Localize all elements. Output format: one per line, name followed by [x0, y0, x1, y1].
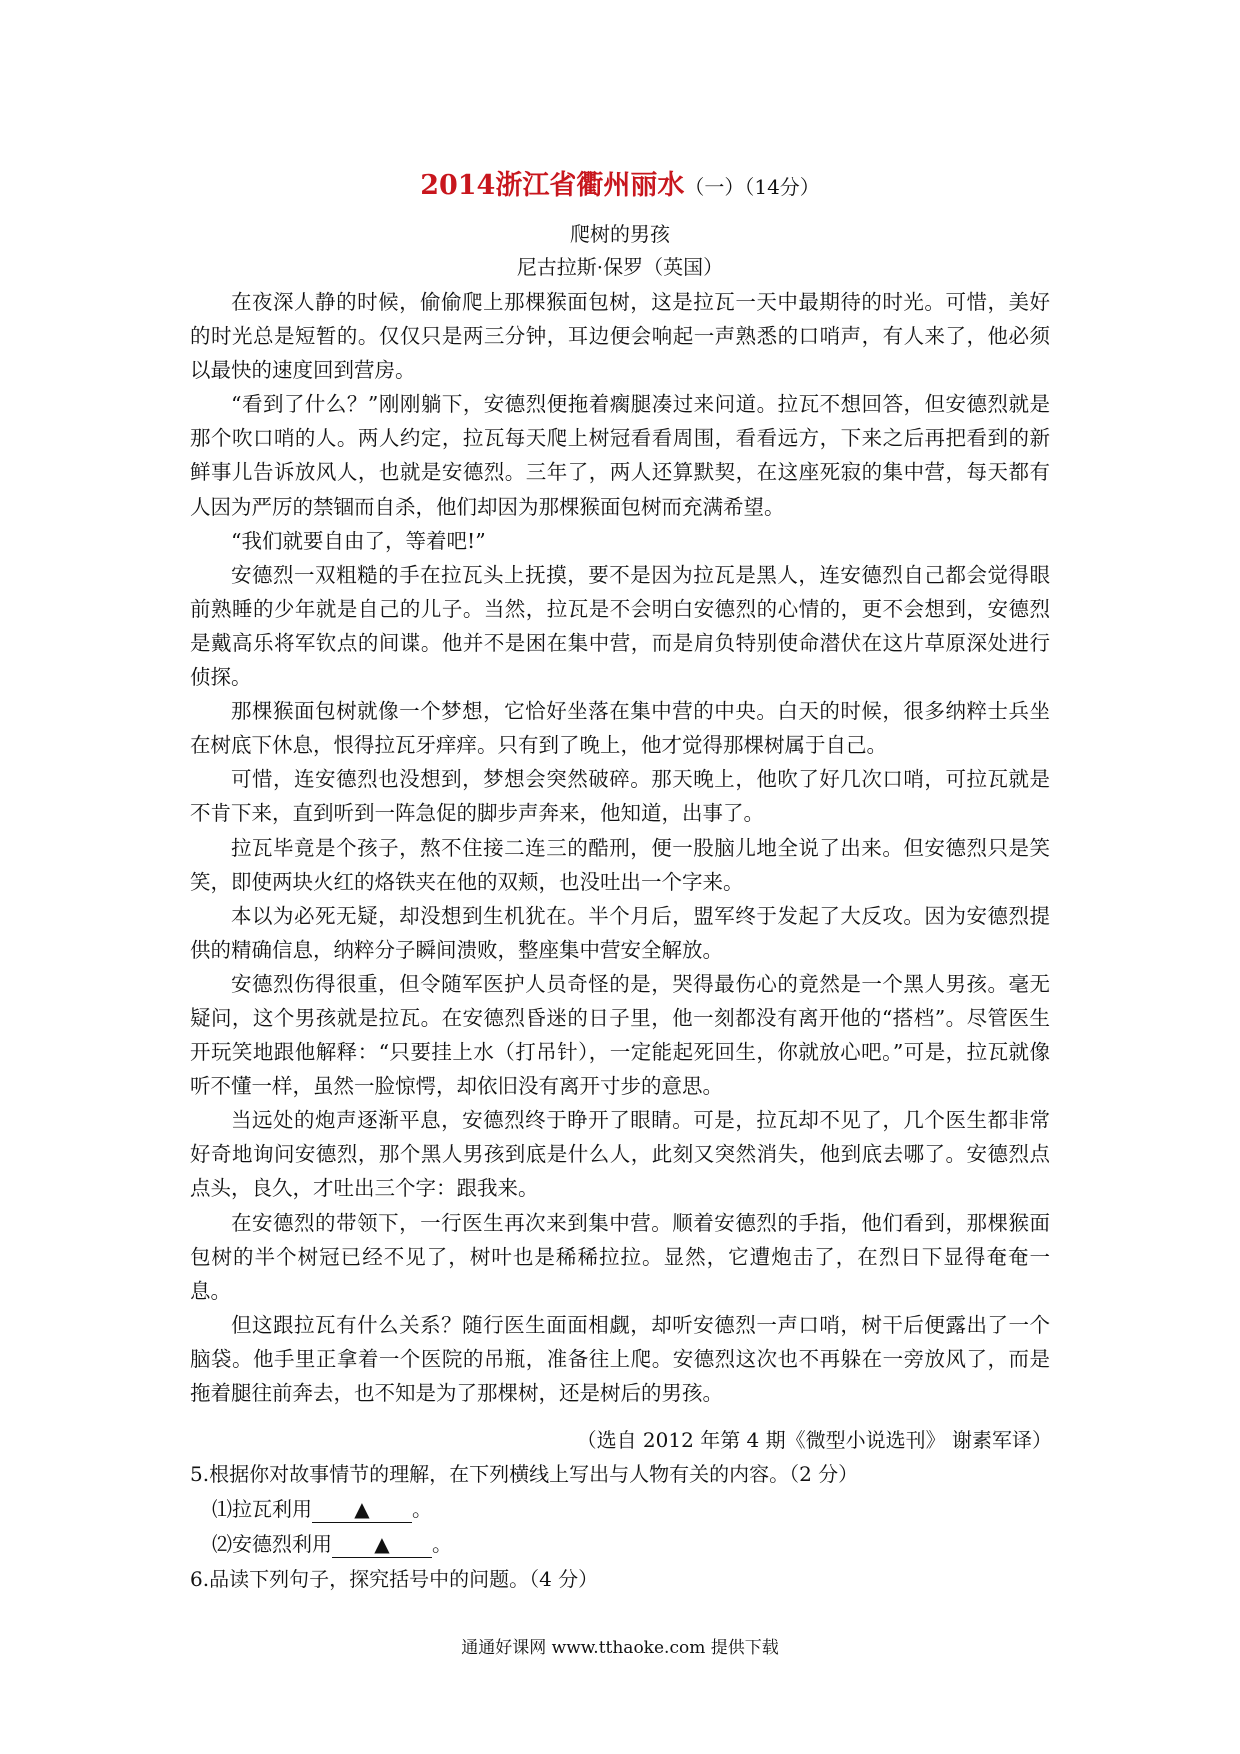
story-body: [190, 285, 1050, 1410]
question-5-2: [190, 1527, 1060, 1562]
paragraph: 当远处的炮声逐渐平息，安德烈终于睁开了眼睛。可是，拉瓦却不见了，几个医生都非常好奇地询问安德烈，那个黑人男孩到底是什么人，此刻又突然消失，他到底去哪了。安德烈点点头，良久，才吐出三个字：跟我来。: [190, 1108, 1050, 1201]
question-5: 5.根据你对故事情节的理解，在下列横线上写出与人物有关的内容。（2 分）: [190, 1462, 859, 1486]
paragraph: 本以为必死无疑，却没想到生机犹在。半个月后，盟军终于发起了大反攻。因为安德烈提供的精确信息，纳粹分子瞬间溃败，整座集中营安全解放。: [190, 903, 1050, 962]
title-suffix: （一）（14分）: [684, 175, 820, 199]
question-5-1-prefix: ⑴拉瓦利用: [212, 1497, 312, 1521]
page-title: [0, 168, 1240, 205]
paragraph: 可惜，连安德烈也没想到，梦想会突然破碎。那天晚上，他吹了好几次口哨，可拉瓦就是不肯下来，直到听到一阵急促的脚步声奔来，他知道，出事了。: [190, 767, 1050, 826]
source-citation: （选自 2012 年第 4 期《微型小说选刊》 谢素军译）: [576, 1428, 1052, 1452]
page-footer: 通通好课网 www.tthaoke.com 提供下载: [461, 1638, 779, 1658]
paragraph: 但这跟拉瓦有什么关系？随行医生面面相觑，却听安德烈一声口哨，树干后便露出了一个脑袋。他手里正拿着一个医院的吊瓶，准备往上爬。安德烈这次也不再躲在一旁放风了，而是拖着腿往前奔去，也不知是为了那棵树，还是树后的男孩。: [190, 1312, 1050, 1405]
answer-blank: ▲: [312, 1496, 412, 1523]
questions-section: [190, 1457, 1060, 1597]
story-author: 尼古拉斯·保罗（英国）: [516, 255, 724, 279]
period: 。: [412, 1497, 432, 1521]
paragraph: 在夜深人静的时候，偷偷爬上那棵猴面包树，这是拉瓦一天中最期待的时光。可惜，美好的时光总是短暂的。仅仅只是两三分钟，耳边便会响起一声熟悉的口哨声，有人来了，他必须以最快的速度回到营房。: [190, 290, 1050, 383]
paragraph: “看到了什么？”刚刚躺下，安德烈便拖着瘸腿凑过来问道。拉瓦不想回答，但安德烈就是那个吹口哨的人。两人约定，拉瓦每天爬上树冠看看周围，看看远方，下来之后再把看到的新鲜事儿告诉放风人，也就是安德烈。三年了，两人还算默契，在这座死寂的集中营，每天都有人因为严厉的禁锢而自杀，他们却因为那棵猴面包树而充满希望。: [190, 392, 1050, 519]
period: 。: [432, 1532, 452, 1556]
question-6: 6.品读下列句子，探究括号中的问题。（4 分）: [190, 1567, 599, 1591]
paragraph: 拉瓦毕竟是个孩子，熬不住接二连三的酷刑，便一股脑儿地全说了出来。但安德烈只是笑笑，即使两块火红的烙铁夹在他的双颊，也没吐出一个字来。: [190, 835, 1050, 894]
title-main: 2014浙江省衢州丽水: [420, 170, 685, 201]
paragraph: 在安德烈的带领下，一行医生再次来到集中营。顺着安德烈的手指，他们看到，那棵猴面包树的半个树冠已经不见了，树叶也是稀稀拉拉。显然，它遭炮击了，在烈日下显得奄奄一息。: [190, 1210, 1050, 1303]
paragraph: “我们就要自由了，等着吧!”: [231, 528, 486, 553]
paragraph: 安德烈一双粗糙的手在拉瓦头上抚摸，要不是因为拉瓦是黑人，连安德烈自己都会觉得眼前熟睡的少年就是自己的儿子。当然，拉瓦是不会明白安德烈的心情的，更不会想到，安德烈是戴高乐将军钦点的间谍。他并不是困在集中营，而是肩负特别使命潜伏在这片草原深处进行侦探。: [190, 562, 1050, 690]
answer-blank: ▲: [332, 1531, 432, 1558]
story-title: 爬树的男孩: [570, 222, 670, 246]
question-5-1: [190, 1492, 1060, 1527]
paragraph: 那棵猴面包树就像一个梦想，它恰好坐落在集中营的中央。白天的时候，很多纳粹士兵坐在树底下休息，恨得拉瓦牙痒痒。只有到了晚上，他才觉得那棵树属于自己。: [190, 699, 1050, 758]
question-5-2-prefix: ⑵安德烈利用: [212, 1532, 332, 1556]
paragraph: 安德烈伤得很重，但令随军医护人员奇怪的是，哭得最伤心的竟然是一个黑人男孩。毫无疑问，这个男孩就是拉瓦。在安德烈昏迷的日子里，他一刻都没有离开他的“搭档”。尽管医生开玩笑地跟他解释：“只要挂上水（打吊针），一定能起死回生，你就放心吧。”可是，拉瓦就像听不懂一样，虽然一脸惊愕，却依旧没有离开寸步的意思。: [190, 971, 1050, 1099]
